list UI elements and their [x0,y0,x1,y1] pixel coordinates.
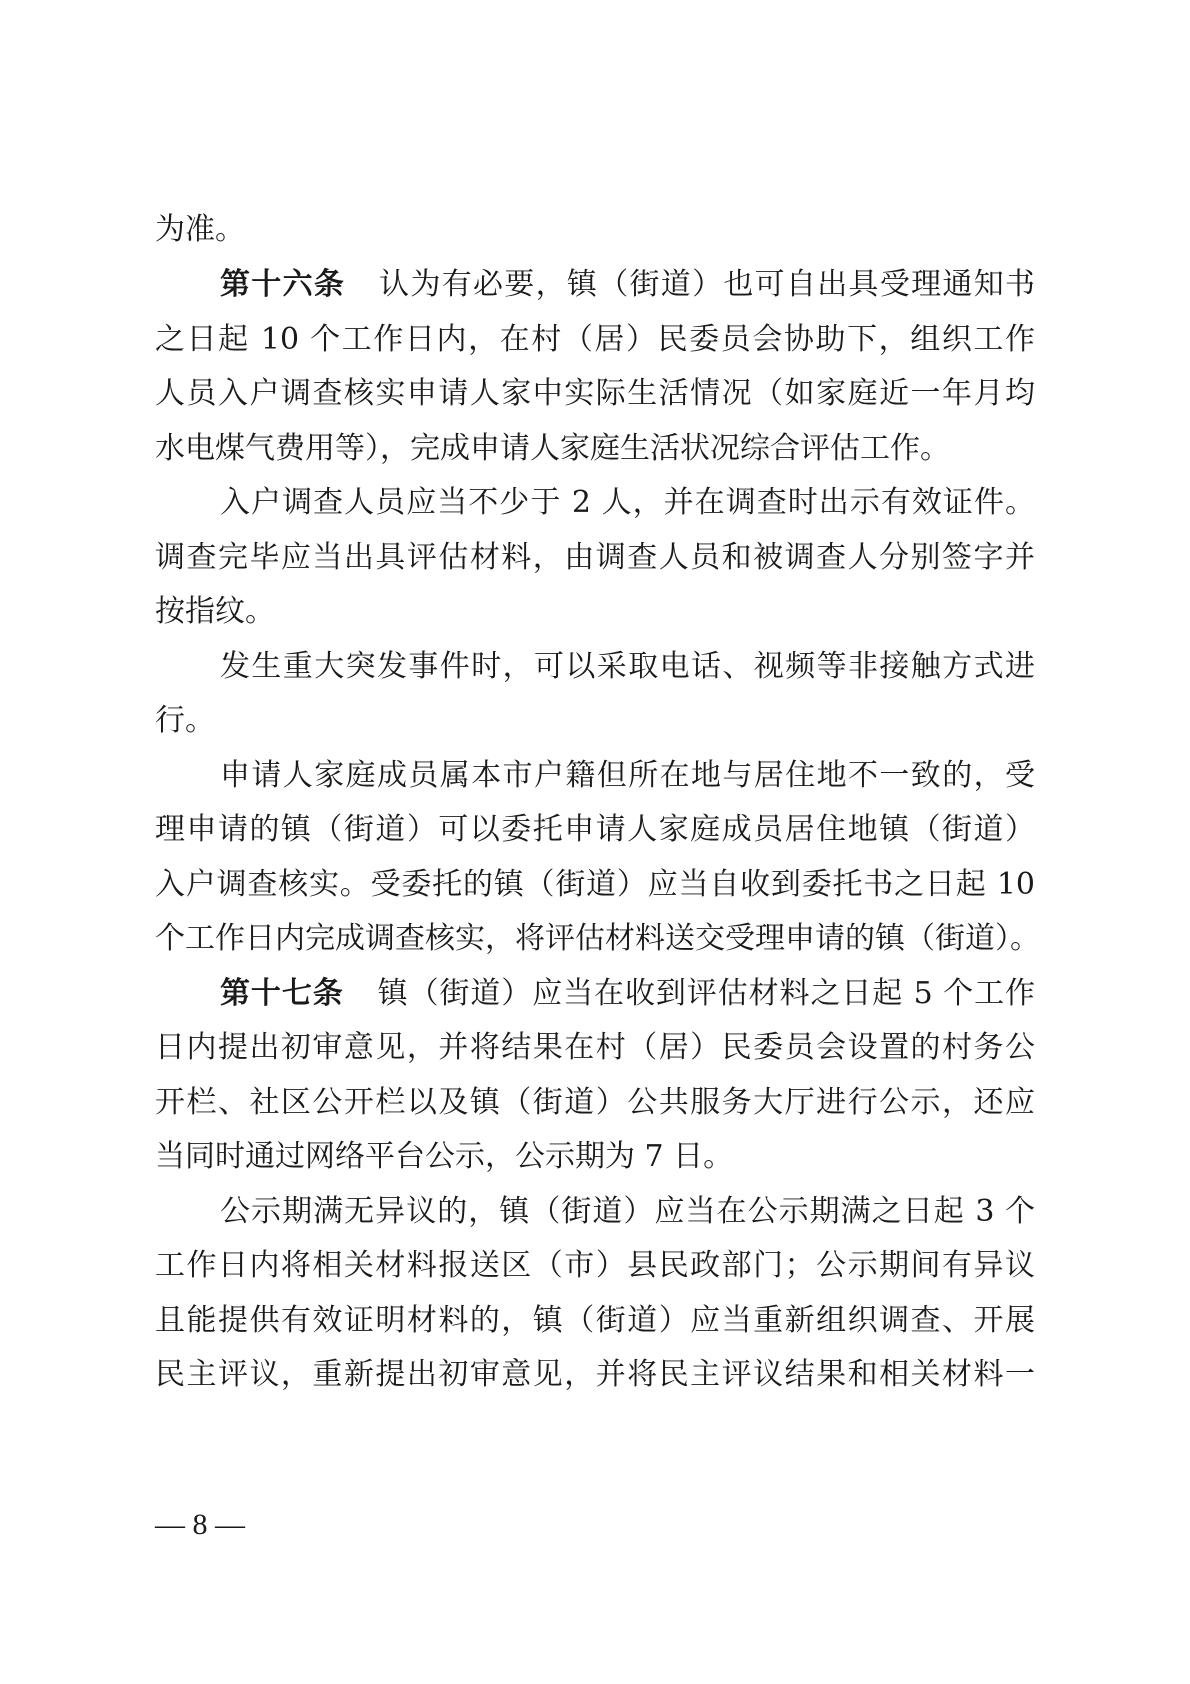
text-line: 入户调查核实。受委托的镇（街道）应当自收到委托书之日起 10 [155,867,1035,902]
text-line: 日内提出初审意见，并将结果在村（居）民委员会设置的村务公 [155,1030,1035,1065]
text-line: 为准。 [155,212,245,247]
text-line: 按指纹。 [155,594,275,629]
text-line: 工作日内将相关材料报送区（市）县民政部门；公示期间有异议 [155,1248,1035,1283]
text-line: 发生重大突发事件时，可以采取电话、视频等非接触方式进 [220,649,1035,684]
article-title: 第十七条 [220,976,344,1011]
text-line: 水电煤气费用等），完成申请人家庭生活状况综合评估工作。 [155,431,950,466]
text-line: 申请人家庭成员属本市户籍但所在地与居住地不一致的，受 [220,758,1035,793]
text-line: 公示期满无异议的，镇（街道）应当在公示期满之日起 3 个 [220,1194,1035,1229]
article-title: 第十六条 [220,267,346,302]
text-line: 当同时通过网络平台公示，公示期为 7 日。 [155,1139,734,1174]
text-line: 入户调查人员应当不少于 2 人，并在调查时出示有效证件。 [220,485,1035,520]
text-line: 且能提供有效证明材料的，镇（街道）应当重新组织调查、开展 [155,1303,1035,1338]
text-line: 个工作日内完成调查核实，将评估材料送交受理申请的镇（街道）。 [155,921,1040,956]
article-17-heading-line: 第十七条 镇（街道）应当在收到评估材料之日起 5 个工作 [220,976,1035,1011]
text-line: 开栏、社区公开栏以及镇（街道）公共服务大厅进行公示，还应 [155,1085,1035,1120]
text-line: 行。 [155,703,215,738]
text-line: 调查完毕应当出具评估材料，由调查人员和被调查人分别签字并 [155,540,1035,575]
article-16-heading-line: 第十六条 认为有必要，镇（街道）也可自出具受理通知书 [220,267,1036,302]
text-line: 人员入户调查核实申请人家中实际生活情况（如家庭近一年月均 [155,376,1035,411]
text-line: 民主评议，重新提出初审意见，并将民主评议结果和相关材料一 [155,1357,1035,1392]
text-line: 理申请的镇（街道）可以委托申请人家庭成员居住地镇（街道） [155,812,1035,847]
text-line: 之日起 10 个工作日内，在村（居）民委员会协助下，组织工作 [155,322,1035,357]
page-number: — 8 — [155,1508,245,1541]
